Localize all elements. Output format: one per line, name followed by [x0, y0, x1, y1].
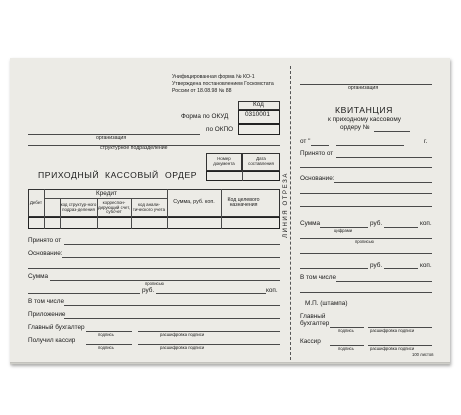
- receipt-received-label: Принято от: [300, 150, 334, 157]
- receipt-from-label: от ": [300, 138, 311, 145]
- cashier-label: Получил кассир: [28, 337, 76, 344]
- receipt-stamp-label: М.П. (штампа): [305, 300, 348, 307]
- sum-label: Сумма: [28, 273, 49, 280]
- title-word-1: ПРИХОДНЫЙ: [38, 170, 100, 180]
- receipt-title: КВИТАНЦИЯ: [335, 105, 393, 115]
- receipt-day-line[interactable]: [311, 145, 329, 146]
- receipt-kop-label-2: коп.: [420, 262, 432, 269]
- chief-accountant-label: Главный бухгалтер: [28, 324, 85, 331]
- form-name: Унифицированная форма № КО-1: [172, 74, 255, 80]
- receipt-basis-line-2[interactable]: [300, 193, 432, 194]
- okud-label: Форма по ОКУД: [181, 113, 229, 120]
- credit-header: Кредит: [96, 190, 117, 197]
- doc-number-header: Номер документа: [213, 156, 235, 166]
- approved-date: России от 18.08.98 № 88: [172, 88, 232, 94]
- sheets-count: 100 листов: [412, 352, 434, 357]
- title-word-2: КАССОВЫЙ: [105, 170, 159, 180]
- col-corr-account: корреспон-дирующий счет, субсчет: [97, 200, 131, 215]
- cut-line-label: ЛИНИЯ ОТРЕЗА: [283, 172, 289, 238]
- receipt-rub-label-2: руб.: [370, 262, 383, 269]
- code-header: Код: [253, 101, 264, 108]
- title-word-3: ОРДЕР: [165, 170, 198, 180]
- receipt-including-line[interactable]: [336, 281, 432, 282]
- received-from-label: Принято от: [28, 237, 62, 244]
- receipt-chief-decoding-caption: расшифровка подписи: [370, 328, 415, 333]
- doc-number-date-field[interactable]: [206, 171, 280, 181]
- doc-date-header: Дата составления: [248, 156, 274, 166]
- cut-line: [290, 66, 291, 360]
- basis-line-2[interactable]: [28, 268, 280, 269]
- receipt-subtitle-2: ордеру №: [340, 124, 370, 131]
- receipt-chief-label-1: Главный: [300, 313, 326, 320]
- accounting-table-row[interactable]: [28, 217, 280, 229]
- receipt-sum-label: Сумма: [300, 220, 321, 227]
- kop-line[interactable]: [156, 293, 266, 294]
- col-division-code: код структур-ного подраз-деления: [60, 202, 97, 212]
- sum-words-line[interactable]: [50, 280, 280, 281]
- col-purpose-code: Код целевого назначения: [227, 196, 260, 208]
- receipt-received-line[interactable]: [336, 157, 432, 158]
- received-from-line[interactable]: [64, 244, 280, 245]
- receipt-kop-line-2[interactable]: [384, 268, 418, 269]
- chief-signature-caption: подпись: [98, 332, 114, 337]
- receipt-rub-label: руб.: [370, 220, 383, 227]
- organization-caption: организация: [96, 135, 127, 141]
- kop-label: коп.: [266, 287, 278, 294]
- cashier-decoding-caption: расшифровка подписи: [160, 345, 205, 350]
- cashier-signature-caption: подпись: [98, 345, 114, 350]
- sum-line-2[interactable]: [28, 293, 140, 294]
- receipt-cashier-label: Кассир: [300, 338, 321, 345]
- receipt-kop-label: коп.: [420, 220, 432, 227]
- okud-code: 0310001: [245, 111, 270, 118]
- receipt-chief-signature-caption: подпись: [338, 328, 354, 333]
- receipt-year-label: г.: [424, 138, 428, 145]
- okpo-code-box[interactable]: [238, 124, 280, 135]
- okpo-label: по ОКПО: [206, 126, 234, 133]
- receipt-basis-line[interactable]: [334, 182, 432, 183]
- receipt-organization-caption: организация: [348, 85, 379, 91]
- rub-label: руб.: [142, 287, 155, 294]
- receipt-cashier-signature-caption: подпись: [338, 346, 354, 351]
- receipt-month-line[interactable]: [336, 145, 404, 146]
- receipt-number-line[interactable]: [374, 131, 410, 132]
- receipt-including-label: В том числе: [300, 274, 336, 281]
- receipt-basis-label: Основание:: [300, 175, 335, 182]
- attachment-label: Приложение: [28, 311, 66, 318]
- debit-header: Дебет: [29, 199, 43, 205]
- division-caption: структурное подразделение: [100, 145, 168, 151]
- receipt-cashier-decoding-caption: расшифровка подписи: [370, 346, 415, 351]
- sum-caption: прописью: [145, 281, 164, 286]
- receipt-chief-label-2: бухгалтер: [300, 320, 330, 327]
- receipt-basis-line-3[interactable]: [300, 206, 432, 207]
- receipt-sum-words-line-3[interactable]: [300, 268, 368, 269]
- receipt-words-caption: прописью: [355, 239, 374, 244]
- receipt-received-line-2[interactable]: [300, 167, 432, 168]
- attachment-line[interactable]: [64, 318, 280, 319]
- including-line[interactable]: [64, 305, 280, 306]
- col-sum: Сумма, руб. коп.: [173, 199, 215, 206]
- including-label: В том числе: [28, 298, 64, 305]
- receipt-including-line-2[interactable]: [300, 292, 432, 293]
- approved-text: Утверждена постановлением Госкомстата: [172, 81, 274, 87]
- chief-decoding-caption: расшифровка подписи: [160, 332, 205, 337]
- basis-label: Основание:: [28, 250, 63, 257]
- receipt-sum-words-line-2[interactable]: [300, 253, 432, 254]
- basis-line[interactable]: [62, 257, 280, 258]
- receipt-digits-caption: цифрами: [334, 228, 353, 233]
- receipt-subtitle-1: к приходному кассовому: [328, 116, 401, 123]
- receipt-kop-digits-line[interactable]: [384, 227, 418, 228]
- col-analytic-code: код анали-тического учета: [132, 202, 166, 212]
